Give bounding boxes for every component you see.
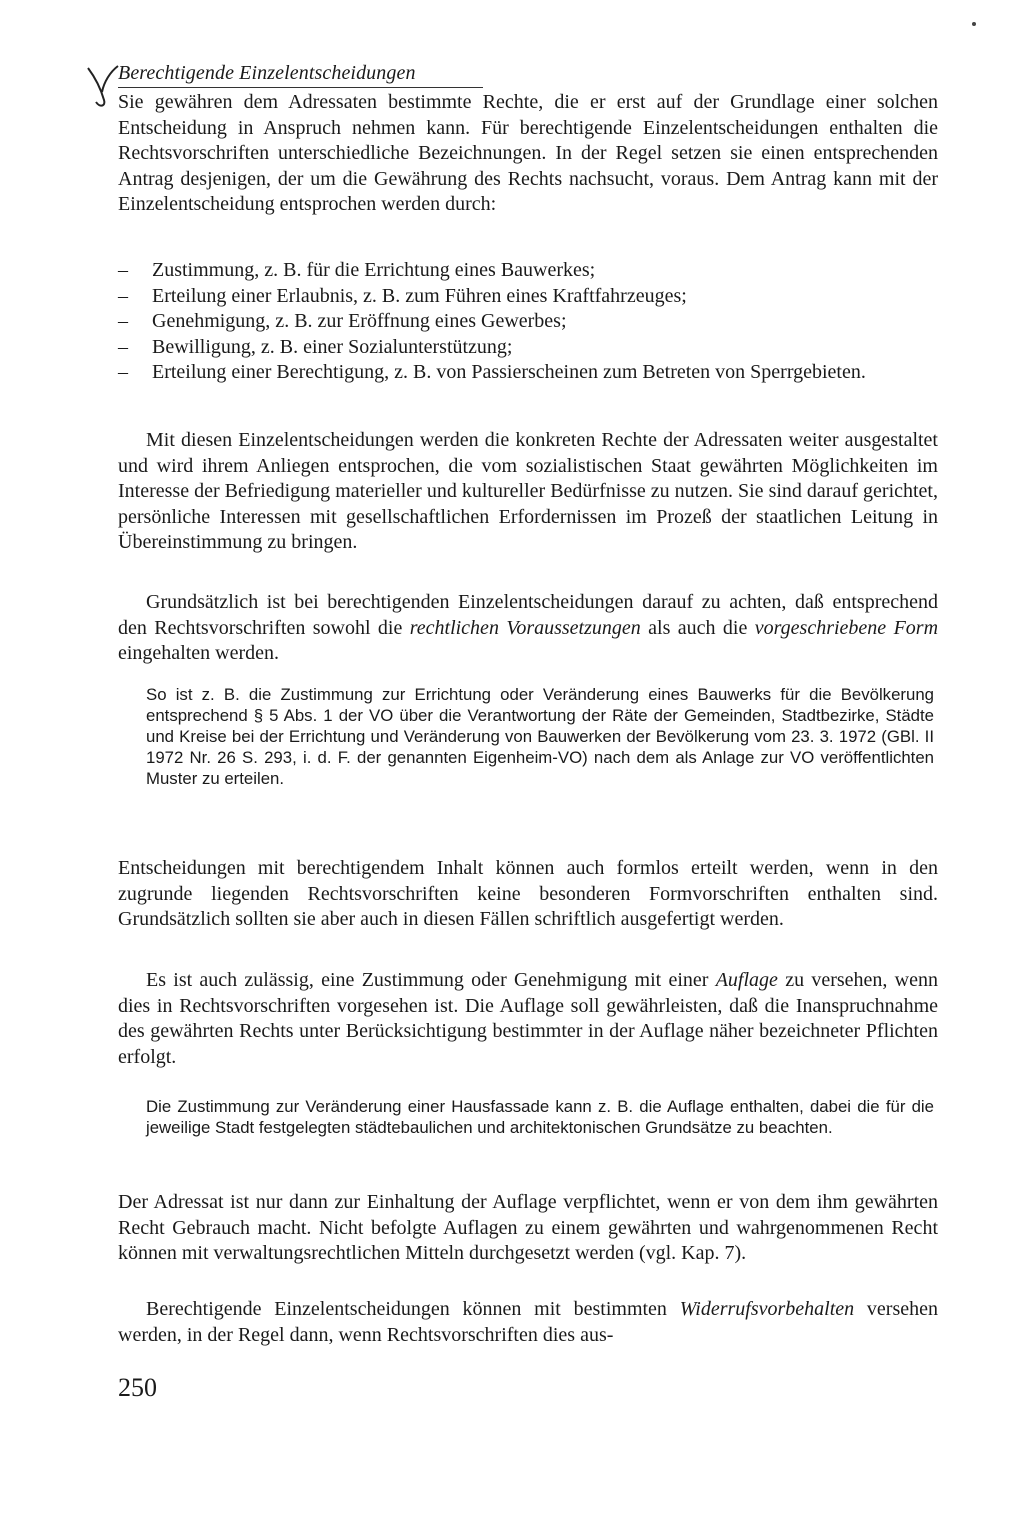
page-number: 250 xyxy=(118,1373,157,1402)
text-run: versehen werden, in der Regel dann, wenn Rechtsvorschriften dies aus- xyxy=(118,1298,939,1346)
list-item-text: Erteilung einer Berechtigung, z. B. von Passierscheinen zum Betreten von Sperrgebieten. xyxy=(152,361,866,384)
heading-underline xyxy=(118,87,483,88)
text-run: zu versehen, wenn dies in Rechtsvorschriften vorgesehen ist. Die Auflage soll gewährleisten, daß die Inanspruchnahme des gewährten Rechts unter Berücksichtigung bestimmter in der Auflage näher bezeichneter Pflichten erfolgt. xyxy=(118,969,938,1068)
list-item xyxy=(118,309,938,335)
example-note-facade: Die Zustimmung zur Veränderung einer Hausfassade kann z. B. die Auflage enthalten, dabei die für die jeweilige Stadt festgelegten städtebaulichen und architektonischen Grundsätze zu beachten. xyxy=(146,1097,934,1137)
emphasis-prescribed-form: vorgeschriebene Form xyxy=(754,616,939,639)
text-run: als auch die xyxy=(640,616,755,639)
emphasis-revocation-reservation: Widerrufsvorbehalten xyxy=(679,1298,855,1320)
list-item-text: Erteilung einer Erlaubnis, z. B. zum Führen eines Kraftfahrzeuges; xyxy=(152,284,687,307)
list-item-text: Zustimmung, z. B. für die Errichtung eines Bauwerkes; xyxy=(152,259,596,281)
list-item-text: Genehmigung, z. B. zur Eröffnung eines Gewerbes; xyxy=(152,310,567,333)
list-item xyxy=(118,258,938,284)
list-item xyxy=(118,360,938,386)
speck-mark xyxy=(972,22,976,26)
dash-bullet: – xyxy=(118,310,128,333)
intro-paragraph: Sie gewähren dem Adressaten bestimmte Rechte, die er erst auf der Grundlage einer solchen Entscheidung in Anspruch nehmen kann. Für berechtigende Einzelentscheidungen enthalten die Rechtsvorschriften unterschiedliche Bezeichnungen. In der Regel setzen sie einen entsprechenden Antrag desjenigen, der um die Gewährung des Rechts nachsucht, voraus. Dem Antrag kann mit der Einzelentscheidung entsprochen werden durch: xyxy=(118,91,938,216)
example-note-building-permit: So ist z. B. die Zustimmung zur Errichtung oder Veränderung eines Bauwerks für die Bevölkerung entsprechend § 5 Abs. 1 der VO über die Verantwortung der Räte der Gemeinden, Stadtbezirke, Städte und Kreise bei der Errichtung und Veränderung von Bauwerken der Bevölkerung vom 23. 3. 1972 (GBl. II 1972 Nr. 26 S. 293, i. d. F. der genannten Eigenheim-VO) nach dem als Anlage zur VO veröffentlichten Muster zu erteilen. xyxy=(146,685,934,788)
text-run: Grundsätzlich ist bei berechtigenden Einzelentscheidungen darauf zu achten, daß entsprechend den Rechtsvorschriften sowohl die xyxy=(118,591,938,639)
paragraph-rights: Mit diesen Einzelentscheidungen werden die konkreten Rechte der Adressaten weiter ausgestaltet und wird ihrem Anliegen entsprochen, die vom sozialistischen Staat gewährten Möglichkeiten im Interesse der Befriedigung materieller und kultureller Bedürfnisse zu nutzen. Sie sind darauf gerichtet, persönliche Interessen mit gesellschaftlichen Erfordernissen im Prozeß der staatlichen Leitung in Übereinstimmung zu bringen. xyxy=(118,429,938,554)
emphasis-condition: Auflage xyxy=(715,969,778,991)
paragraph-requirements xyxy=(118,590,938,667)
emphasis-legal-prerequisites: rechtlichen Voraussetzungen xyxy=(409,616,641,639)
list-item xyxy=(118,284,938,310)
dash-bullet: – xyxy=(118,259,128,281)
paragraph-formless: Entscheidungen mit berechtigendem Inhalt können auch formlos erteilt werden, wenn in den zugrunde liegenden Rechtsvorschriften keine besonderen Formvorschriften enthalten sind. Grundsätzlich sollten sie aber auch in diesen Fällen schriftlich ausgefertigt werden. xyxy=(118,857,938,931)
dash-bullet: – xyxy=(118,361,128,384)
list-item xyxy=(118,335,938,361)
paragraph-conditions xyxy=(118,968,938,1070)
paragraph-revocation xyxy=(118,1297,938,1348)
text-run: Es ist auch zulässig, eine Zustimmung oder Genehmigung mit einer xyxy=(146,969,716,991)
list-item-text: Bewilligung, z. B. einer Sozialunterstützung; xyxy=(152,335,513,358)
section-heading: Berechtigende Einzelentscheidungen xyxy=(118,62,416,84)
dash-bullet: – xyxy=(118,284,128,307)
text-run: eingehalten werden. xyxy=(118,642,280,665)
dash-bullet: – xyxy=(118,335,128,358)
handwritten-check-mark-icon xyxy=(84,62,120,110)
paragraph-obligation: Der Adressat ist nur dann zur Einhaltung der Auflage verpflichtet, wenn er von dem ihm gewährten Recht Gebrauch macht. Nicht befolgte Auflagen zu einem gewährten und wahrgenommenen Recht können mit verwaltungsrechtlichen Mitteln durchgesetzt werden (vgl. Kap. 7). xyxy=(118,1191,938,1265)
text-run: Berechtigende Einzelentscheidungen können mit bestimmten xyxy=(146,1298,680,1320)
grant-types-list xyxy=(118,258,938,386)
